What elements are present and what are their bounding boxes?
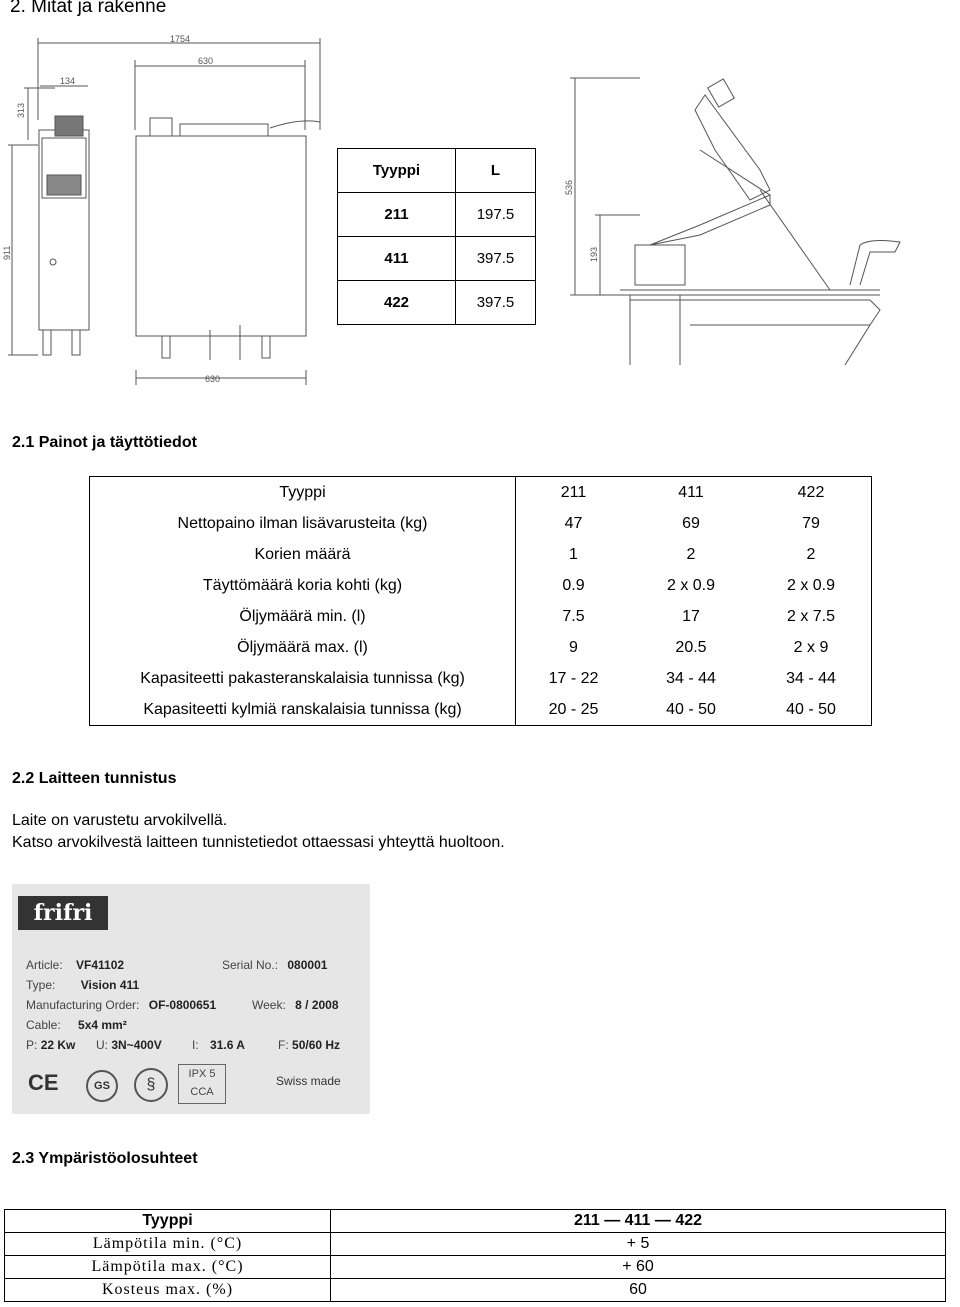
plate-type-value: Vision 411 <box>80 978 140 992</box>
plate-p-label: P: <box>26 1038 38 1052</box>
plate-serial-value: 080001 <box>287 958 328 972</box>
table-row <box>338 149 536 193</box>
env-row-value: + 5 <box>331 1233 946 1256</box>
weights-cell: 79 <box>802 514 820 532</box>
dim-label-right-height: 536 <box>564 179 574 195</box>
gs-mark-icon: GS <box>86 1070 118 1102</box>
plate-f-value: 50/60 Hz <box>292 1038 341 1052</box>
weights-cell: 20.5 <box>675 638 707 656</box>
section-heading-weights: 2.1 Painot ja täyttötiedot <box>12 434 197 451</box>
table-row <box>90 663 872 694</box>
weights-header-411: 411 <box>678 483 704 501</box>
env-header-models: 211 — 411 — 422 <box>331 1210 946 1233</box>
swiss-made-text: Swiss made <box>276 1074 341 1088</box>
env-row-label: Lämpötila min. (°C) <box>5 1233 331 1256</box>
table-row <box>338 193 536 237</box>
weights-cell: 40 - 50 <box>751 694 872 726</box>
safety-mark-icon: § <box>134 1068 168 1102</box>
weights-header-422: 422 <box>797 483 825 501</box>
weights-cell: 7.5 <box>562 607 585 625</box>
weights-cell: 2 <box>686 545 696 563</box>
dim-label-width: 630 <box>198 56 214 66</box>
table-row <box>338 281 536 325</box>
weights-row-label: Nettopaino ilman lisävarusteita (kg) <box>90 508 516 539</box>
table-row <box>5 1256 946 1279</box>
dim-label-left-top: 313 <box>16 102 26 118</box>
length-cell-l: 397.5 <box>456 237 536 281</box>
plate-type-label: Type: <box>26 978 56 992</box>
length-header-l: L <box>456 149 536 193</box>
table-row <box>90 694 872 726</box>
weights-cell: 2 x 0.9 <box>786 576 836 594</box>
weights-cell: 47 <box>564 514 583 532</box>
length-header-type: Tyyppi <box>338 149 456 193</box>
env-header-type: Tyyppi <box>5 1210 331 1233</box>
plate-week-label: Week: <box>252 998 286 1012</box>
plate-p-value: 22 Kw <box>40 1038 76 1052</box>
weights-cell: 2 x 0.9 <box>666 576 716 594</box>
weights-cell: 0.9 <box>562 576 585 594</box>
table-row <box>5 1210 946 1233</box>
length-cell-type: 411 <box>338 237 456 281</box>
section-heading-identification: 2.2 Laitteen tunnistus <box>12 770 177 787</box>
plate-article-label: Article: <box>26 958 63 972</box>
ipx-rating-text: IPX 5 <box>188 1068 216 1080</box>
ce-mark-icon: CE <box>28 1070 59 1095</box>
weights-cell: 1 <box>569 545 578 563</box>
dim-label-bottom: 630 <box>205 374 221 384</box>
plate-order-value: OF-0800651 <box>148 998 217 1012</box>
plate-cable-label: Cable: <box>26 1018 61 1032</box>
plate-f-label: F: <box>278 1038 289 1052</box>
dim-label-top: 1754 <box>170 34 191 44</box>
weights-row-label: Kapasiteetti pakasteranskalaisia tunnissa (kg) <box>90 663 516 694</box>
plate-article-value: VF41102 <box>76 958 125 972</box>
section-heading-dimensions: 2. Mitat ja rakenne <box>10 0 167 17</box>
weights-cell: 17 <box>682 607 700 625</box>
table-row <box>90 508 872 539</box>
plate-i-value: 31.6 A <box>210 1038 245 1052</box>
section-heading-environment: 2.3 Ympäristöolosuhteet <box>12 1150 198 1167</box>
environment-table <box>4 1209 946 1302</box>
weights-cell: 2 x 7.5 <box>786 607 836 625</box>
cca-rating-text: CCA <box>190 1086 214 1098</box>
env-row-value: 60 <box>331 1279 946 1302</box>
weights-cell: 2 <box>806 545 816 563</box>
weights-cell: 34 - 44 <box>786 669 836 687</box>
weights-cell: 2 x 9 <box>793 638 829 656</box>
length-table <box>337 148 536 325</box>
table-row <box>90 477 872 509</box>
table-row <box>90 539 872 570</box>
brand-logo: frifri <box>18 896 108 930</box>
table-row <box>338 237 536 281</box>
plate-u-value: 3N~400V <box>111 1038 162 1052</box>
table-row <box>90 570 872 601</box>
weights-cell: 69 <box>682 514 700 532</box>
weights-row-label: Täyttömäärä koria kohti (kg) <box>90 570 516 601</box>
weights-header-label: Tyyppi <box>90 477 516 509</box>
dim-label-small: 134 <box>60 76 76 86</box>
plate-u-label: U: <box>96 1038 108 1052</box>
weights-row-label: Korien määrä <box>90 539 516 570</box>
weights-cell: 40 - 50 <box>631 694 751 726</box>
weights-row-label: Kapasiteetti kylmiä ranskalaisia tunnissa (kg) <box>90 694 516 726</box>
table-row <box>90 632 872 663</box>
identification-text-line1: Laite on varustetu arvokilvellä. <box>12 812 228 829</box>
plate-i-label: I: <box>192 1038 199 1052</box>
weights-row-label: Öljymäärä max. (l) <box>90 632 516 663</box>
plate-order-label: Manufacturing Order: <box>26 998 140 1012</box>
ipx-rating-box <box>178 1064 226 1104</box>
env-row-label: Kosteus max. (%) <box>5 1279 331 1302</box>
rating-plate-image <box>12 884 370 1114</box>
env-row-value: + 60 <box>331 1256 946 1279</box>
env-row-label: Lämpötila max. (°C) <box>5 1256 331 1279</box>
length-cell-type: 422 <box>338 281 456 325</box>
dim-label-left-height: 911 <box>2 245 12 260</box>
dim-label-right-small: 193 <box>589 246 599 262</box>
weights-cell: 17 - 22 <box>548 669 599 687</box>
plate-cable-value: 5x4 mm² <box>78 1018 127 1032</box>
table-row <box>5 1279 946 1302</box>
weights-table <box>89 476 872 726</box>
table-row <box>90 601 872 632</box>
plate-week-value: 8 / 2008 <box>295 998 339 1012</box>
weights-header-211: 211 <box>560 483 587 501</box>
weights-cell: 9 <box>569 638 578 656</box>
length-cell-type: 211 <box>338 193 456 237</box>
identification-text-line2: Katso arvokilvestä laitteen tunnistetiedot ottaessasi yhteyttä huoltoon. <box>12 834 505 851</box>
length-cell-l: 397.5 <box>456 281 536 325</box>
table-row <box>5 1233 946 1256</box>
weights-cell: 34 - 44 <box>666 669 716 687</box>
weights-cell: 20 - 25 <box>516 694 632 726</box>
length-cell-l: 197.5 <box>456 193 536 237</box>
weights-row-label: Öljymäärä min. (l) <box>90 601 516 632</box>
plate-serial-label: Serial No.: <box>222 958 279 972</box>
